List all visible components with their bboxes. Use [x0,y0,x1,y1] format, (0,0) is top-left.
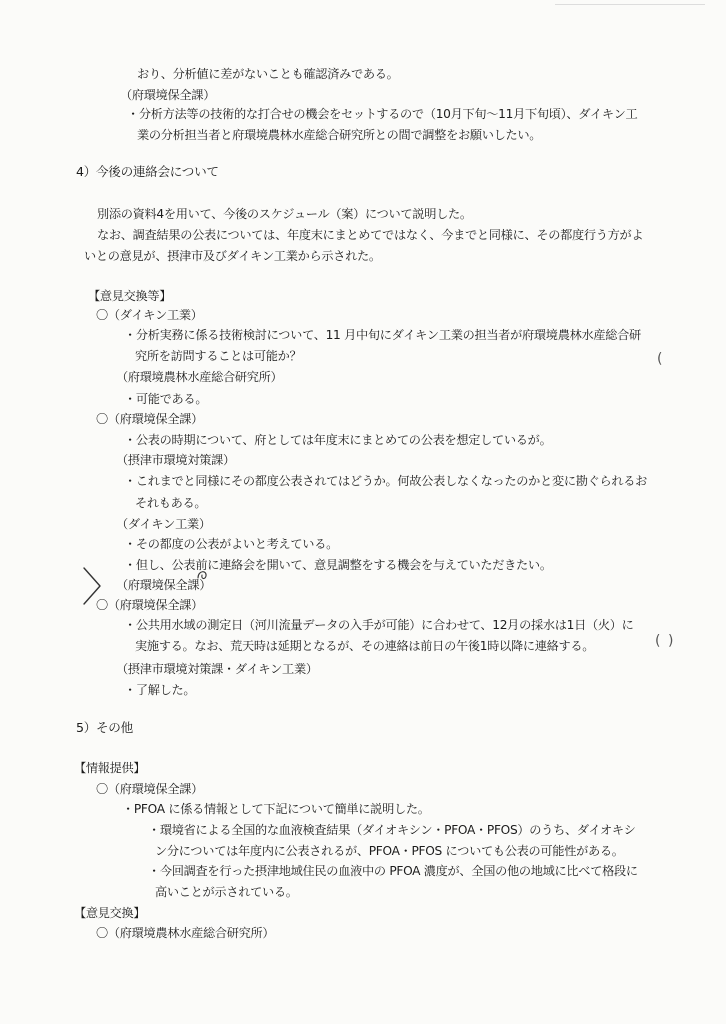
text-line: ・これまでと同様にその都度公表されてはどうか。何故公表しなくなったのかと変に勘ぐられるお [124,474,648,488]
margin-mark: ) [668,633,674,649]
section-heading: 4）今後の連絡会について [76,164,219,179]
section-heading: 5）その他 [76,720,133,735]
text-line: 究所を訪問することは可能か？ [135,349,302,363]
text-line: ・その都度の公表がよいと考えている。 [124,537,338,551]
text-line: （摂津市環境対策課） [116,453,235,467]
text-line: いとの意見が、摂津市及びダイキン工業から示された。 [84,249,381,263]
text-line: ・可能である。 [124,392,208,406]
text-line: （ダイキン工業） [116,517,211,531]
text-line: （府環境保全課） [120,88,216,102]
text-line: ・分析実務に係る技術検討について、11 月中旬にダイキン工業の担当者が府環境農林水産総合研 [124,328,641,342]
text-line: 高いことが示されている。 [155,885,298,899]
margin-mark: ( [657,351,663,367]
text-line: 別添の資料4を用いて、今後のスケジュール（案）について説明した。 [97,207,472,221]
text-line: 実施する。なお、荒天時は延期となるが、その連絡は前日の午後1時以降に連絡する。 [135,639,595,653]
text-line: ン分については年度内に公表されるが、PFOA・PFOS についても公表の可能性がある。 [155,844,624,858]
text-line: （府環境農林水産総合研究所） [116,370,283,384]
text-line: ・公共用水域の測定日（河川流量データの入手が可能）に合わせて、12月の採水は1日（火）に [124,618,634,632]
handwritten-check-mark [80,562,120,610]
text-line: なお、調査結果の公表については、年度末にまとめてではなく、今までと同様に、その都度行う方がよ [97,228,644,242]
text-line: ・了解した。 [124,683,196,697]
text-line: 〇（府環境農林水産総合研究所） [96,926,275,940]
text-line: ・但し、公表前に連絡会を開いて、意見調整をする機会を与えていただきたい。 [124,558,552,572]
handwritten-squiggle [196,568,210,582]
text-line: 〇（府環境保全課） [96,598,203,612]
text-line: 〇（ダイキン工業） [96,308,203,322]
text-line: ・今回調査を行った摂津地域住民の血液中の PFOA 濃度が、全国の他の地域に比べて格段に [148,864,638,878]
text-line: 【意見交換】 [74,906,146,920]
text-line: ・PFOA に係る情報として下記について簡単に説明した。 [122,802,430,816]
text-line: ・分析方法等の技術的な打合せの機会をセットするので（10月下旬～11月下旬頃）、ダイキン工 [127,107,638,121]
text-line: （摂津市環境対策課・ダイキン工業） [116,662,318,676]
text-line: （府環境保全課） [116,578,212,592]
text-line: ・公表の時期について、府としては年度末にまとめての公表を想定しているが。 [124,433,552,447]
text-line: それもある。 [135,496,207,510]
text-line: 【情報提供】 [74,761,146,775]
text-line: 【意見交換等】 [88,289,172,303]
text-line: ・環境省による全国的な血液検査結果（ダイオキシン・PFOA・PFOS）のうち、ダイオキシ [148,823,636,837]
scan-edge-line [555,4,705,5]
text-line: 業の分析担当者と府環境農林水産総合研究所との間で調整をお願いしたい。 [137,128,542,142]
text-line: 〇（府環境保全課） [96,412,203,426]
text-line: 〇（府環境保全課） [96,782,203,796]
text-line: おり、分析値に差がないことも確認済みである。 [137,67,399,81]
margin-mark: ( [655,633,661,649]
